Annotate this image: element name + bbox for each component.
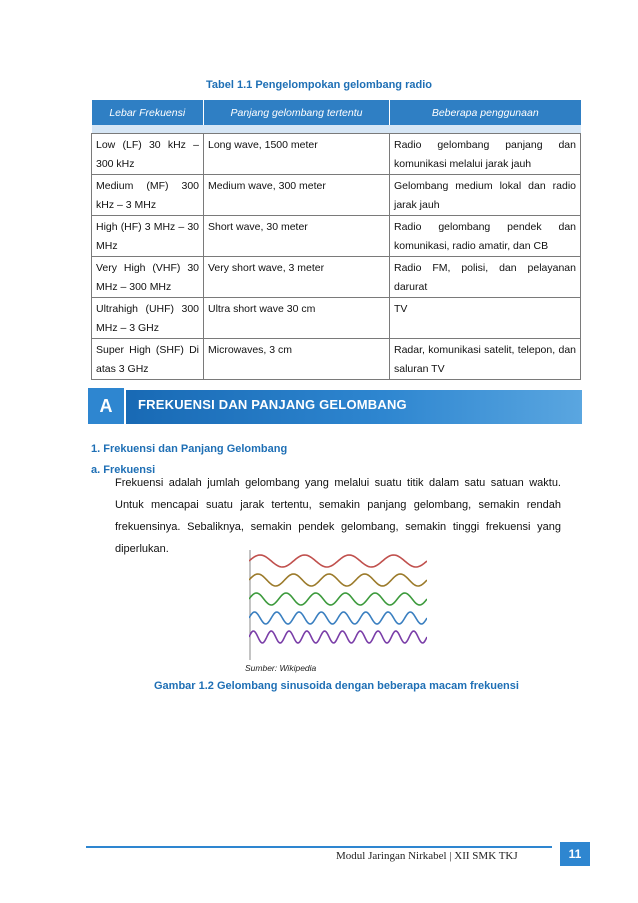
body-paragraph: Frekuensi adalah jumlah gelombang yang melalui suatu titik dalam satu satuan waktu. Untuk mencapai suatu jarak tertentu, semakin panjang gelombang, semakin rendah frekuensinya. Sebaliknya, semakin pendek gelombang, semakin tinggi frekuensi yang diperlukan. xyxy=(115,477,561,555)
sub-subsection-heading: a. Frekuensi xyxy=(91,464,156,476)
figure-source: Sumber: Wikipedia xyxy=(245,663,317,673)
table-cell: Low (LF) 30 kHz – 300 kHz xyxy=(92,134,204,175)
table-caption: Tabel 1.1 Pengelompokan gelombang radio xyxy=(206,79,432,91)
table-row xyxy=(92,216,581,257)
footer-text: Modul Jaringan Nirkabel | XII SMK TKJ xyxy=(336,850,518,862)
sine-wave-1 xyxy=(249,555,427,567)
table-cell: TV xyxy=(390,298,581,339)
column-header-frequency: Lebar Frekuensi xyxy=(92,100,204,125)
table-header-row xyxy=(92,100,581,125)
sine-wave-5 xyxy=(249,631,427,643)
table-row xyxy=(92,339,581,380)
sine-wave-3 xyxy=(249,593,427,605)
column-header-wavelength: Panjang gelombang tertentu xyxy=(204,100,390,125)
table-cell: Super High (SHF) Di atas 3 GHz xyxy=(92,339,204,380)
table-cell: Ultrahigh (UHF) 300 MHz – 3 GHz xyxy=(92,298,204,339)
figure-caption: Gambar 1.2 Gelombang sinusoida dengan beberapa macam frekuensi xyxy=(154,680,519,692)
table-cell: Gelombang medium lokal dan radio jarak jauh xyxy=(390,175,581,216)
sine-wave-figure xyxy=(249,548,427,662)
table-row xyxy=(92,175,581,216)
sine-wave-2 xyxy=(249,574,427,586)
table-cell: Medium wave, 300 meter xyxy=(204,175,390,216)
table-cell: Microwaves, 3 cm xyxy=(204,339,390,380)
table-cell: Radar, komunikasi satelit, telepon, dan saluran TV xyxy=(390,339,581,380)
footer-divider xyxy=(86,846,552,848)
table-cell: Radio gelombang pendek dan komunikasi, radio amatir, dan CB xyxy=(390,216,581,257)
table-band-spacer xyxy=(92,125,581,134)
table-cell: Medium (MF) 300 kHz – 3 MHz xyxy=(92,175,204,216)
table-row xyxy=(92,257,581,298)
table-row xyxy=(92,298,581,339)
section-letter-badge: A xyxy=(86,386,126,426)
section-title: FREKUENSI DAN PANJANG GELOMBANG xyxy=(138,397,407,412)
table-cell: Radio gelombang panjang dan komunikasi melalui jarak jauh xyxy=(390,134,581,175)
table-cell: Short wave, 30 meter xyxy=(204,216,390,257)
subsection-heading: 1. Frekuensi dan Panjang Gelombang xyxy=(91,443,288,455)
table-cell: Radio FM, polisi, dan pelayanan darurat xyxy=(390,257,581,298)
column-header-usage: Beberapa penggunaan xyxy=(390,100,581,125)
table-cell: Ultra short wave 30 cm xyxy=(204,298,390,339)
table-cell: Very short wave, 3 meter xyxy=(204,257,390,298)
page-number: 11 xyxy=(560,842,590,866)
sine-wave-4 xyxy=(249,612,427,624)
table-cell: Long wave, 1500 meter xyxy=(204,134,390,175)
radio-band-table xyxy=(91,100,581,380)
table-row xyxy=(92,134,581,175)
table-cell: Very High (VHF) 30 MHz – 300 MHz xyxy=(92,257,204,298)
table-cell: High (HF) 3 MHz – 30 MHz xyxy=(92,216,204,257)
